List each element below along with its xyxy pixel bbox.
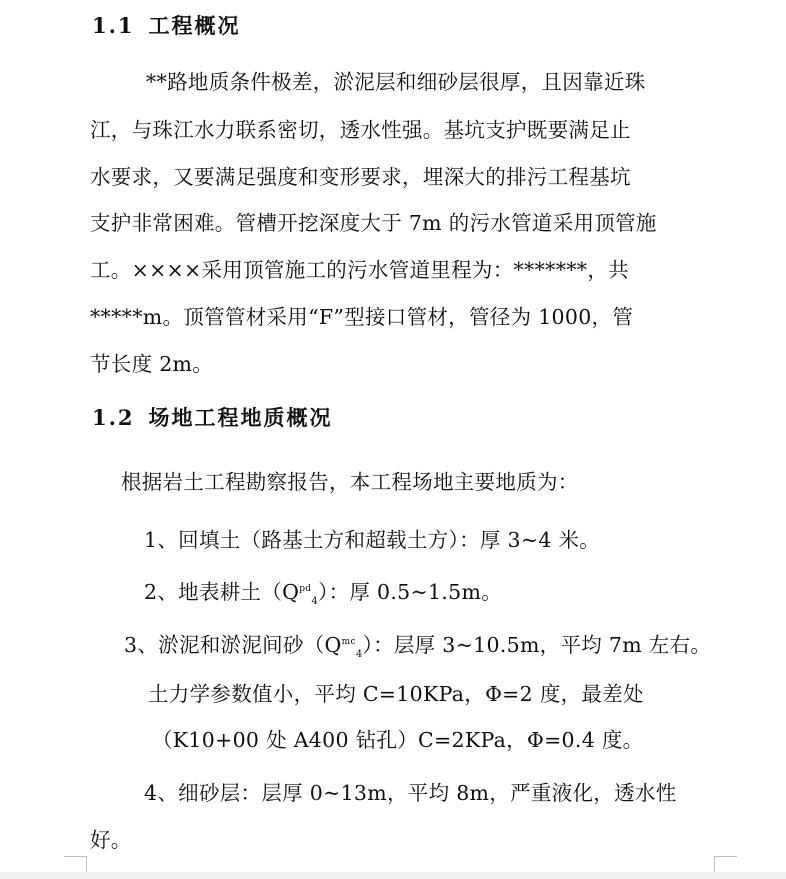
paragraph-line: 水要求，又要满足强度和变形要求，埋深大的排污工程基坑	[90, 165, 631, 189]
list-item-3-continued: （K10+00 处 A400 钻孔）C=2KPa，Φ=0.4 度。	[152, 728, 644, 752]
section-heading-1	[92, 10, 241, 40]
section-number: 1.2	[92, 405, 135, 430]
list-item-3: 3、淤泥和淤泥间砂$(Q^{mc}_4)$：层厚 3~10.5m，平均 7m 左右。	[124, 633, 712, 661]
list-item-4-continued: 好。	[90, 828, 132, 852]
list-item-3-continued: 土力学参数值小，平均 C=10KPa，Φ=2 度，最差处	[148, 682, 644, 706]
subscript: 4	[311, 596, 319, 608]
list-item-2: 2、地表耕土$(Q^{pd}_4)$：厚 0.5~1.5m。	[144, 580, 503, 608]
section-title: 工程概况	[148, 13, 241, 38]
subscript: 4	[355, 649, 363, 661]
list-item-4: 4、细砂层：层厚 0~13m，平均 8m，严重液化，透水性	[144, 781, 677, 805]
paragraph-line: **路地质条件极差，淤泥层和细砂层很厚，且因靠近珠	[146, 70, 646, 94]
list-item-1: 1、回填土（路基土方和超载土方）：厚 3~4 米。	[144, 528, 601, 552]
paragraph-line: 支护非常困难。管槽开挖深度大于 7m 的污水管道采用顶管施	[90, 211, 657, 235]
superscript: pd	[299, 584, 312, 595]
page-bottom-band	[0, 872, 786, 879]
paragraph-line: 工。××××采用顶管施工的污水管道里程为：*******，共	[90, 258, 629, 282]
paragraph-line: 节长度 2m。	[90, 352, 214, 376]
superscript: mc	[341, 637, 356, 648]
section-heading-2	[92, 402, 333, 432]
paragraph-line: *****m。顶管管材采用“F”型接口管材，管径为 1000，管	[90, 305, 634, 329]
intro-line: 根据岩土工程勘察报告，本工程场地主要地质为：	[121, 470, 579, 494]
paragraph-line: 江，与珠江水力联系密切，透水性强。基坑支护既要满足止	[90, 118, 631, 142]
section-number: 1.1	[92, 13, 135, 38]
section-title: 场地工程地质概况	[148, 405, 333, 430]
